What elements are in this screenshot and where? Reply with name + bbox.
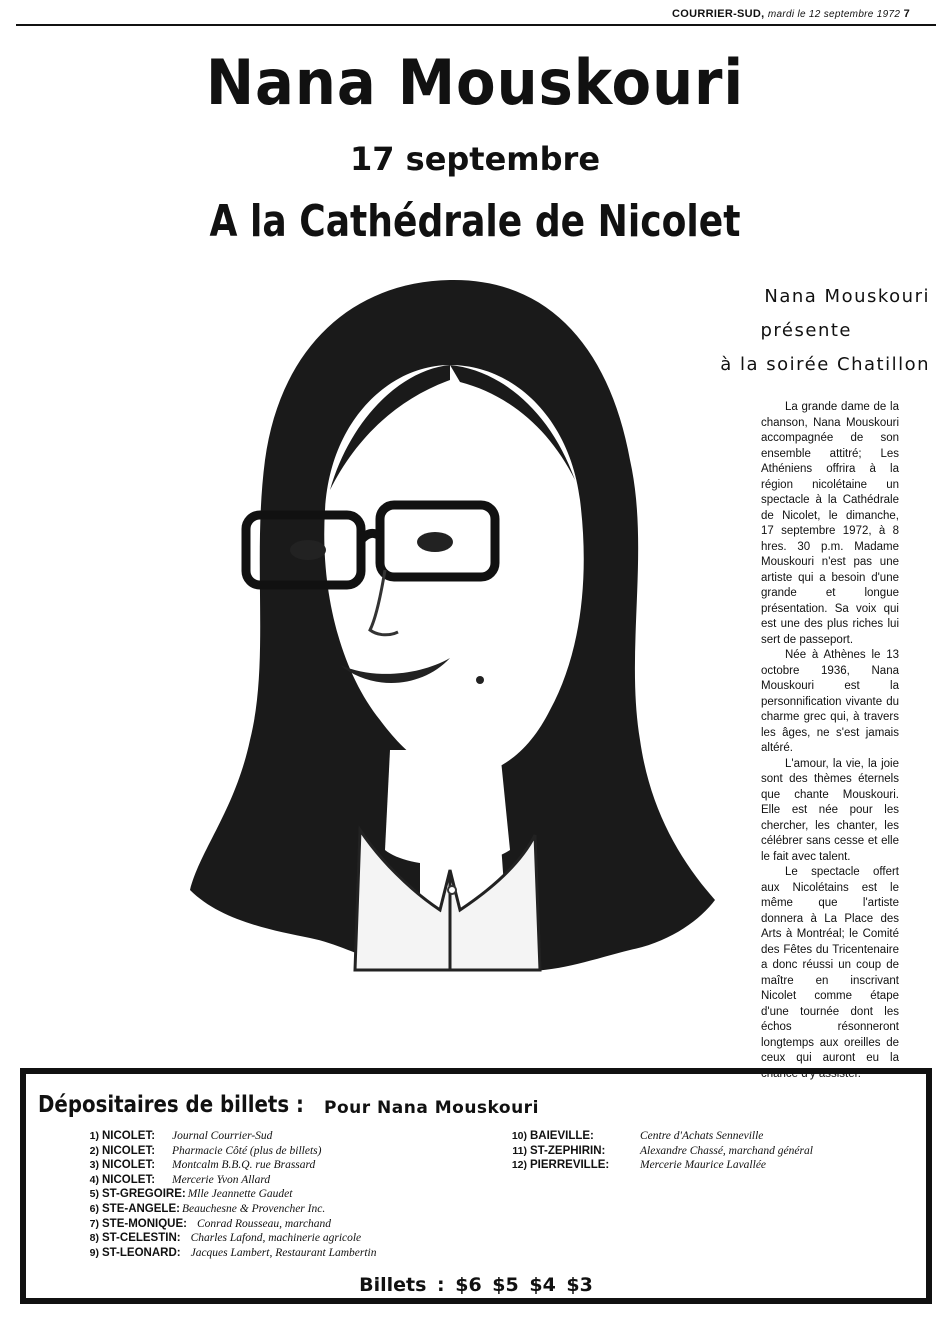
article-paragraph: Le spectacle offert aux Nicolétains est le même que l'artiste donnera à La Place des Arts à Montréal; le Comité des Fêtes du Tricentenaire a donc réussi un coup de maître en inscrivant Nicolet comme étape d'une tournée dont les échos résonneront longtemps aux oreilles de ceux qui auront eu la chance d'y assister.	[761, 866, 899, 1080]
masthead	[672, 8, 934, 20]
ticket-outlets-subtitle: Pour Nana Mouskouri	[324, 1098, 539, 1118]
intro-line-2: présente	[760, 320, 852, 341]
headline-title: Nana Mouskouri	[205, 46, 745, 119]
outlet-location: Journal Courrier-Sud	[172, 1130, 273, 1142]
list-item	[78, 1246, 377, 1261]
outlet-location: Centre d'Achats Senneville	[640, 1130, 764, 1142]
list-item	[78, 1144, 377, 1159]
outlet-number: 12)	[511, 1159, 527, 1172]
list-item	[78, 1158, 377, 1173]
outlet-location: Jacques Lambert, Restaurant Lambertin	[190, 1246, 377, 1259]
ticket-prices: Billets : $6 $5 $4 $3	[359, 1274, 593, 1296]
outlet-location: Pharmacie Côté (plus de billets)	[172, 1144, 322, 1157]
list-item	[506, 1129, 813, 1144]
outlet-location: Mercerie Maurice Lavallée	[640, 1159, 767, 1172]
list-item	[506, 1158, 813, 1173]
top-rule	[16, 24, 936, 26]
outlet-number: 2)	[89, 1144, 99, 1157]
outlet-town: ST-LEONARD:	[102, 1246, 181, 1259]
outlet-number: 5)	[89, 1188, 99, 1201]
outlet-number: 3)	[89, 1159, 99, 1172]
outlet-town: STE-ANGELE:	[102, 1202, 180, 1215]
outlet-town: BAIEVILLE:	[530, 1130, 594, 1142]
outlet-town: ST-ZEPHIRIN:	[530, 1144, 606, 1157]
intro-line-1: Nana Mouskouri	[764, 286, 930, 307]
intro-lines	[720, 280, 930, 382]
outlet-number: 6)	[89, 1202, 99, 1215]
portrait-photo	[180, 270, 720, 980]
masthead-paper: COURRIER-SUD,	[672, 8, 765, 20]
ticket-outlets-title: Dépositaires de billets :	[38, 1092, 304, 1118]
outlet-number: 4)	[89, 1173, 99, 1186]
list-item	[78, 1129, 377, 1144]
outlet-number: 7)	[89, 1217, 99, 1230]
outlet-town: ST-GREGOIRE:	[102, 1188, 186, 1201]
outlet-location: Mlle Jeannette Gaudet	[187, 1188, 293, 1201]
outlet-location: Alexandre Chassé, marchand général	[640, 1144, 813, 1157]
ticket-outlets-list-right	[506, 1129, 813, 1173]
article-paragraph: Née à Athènes le 13 octobre 1936, Nana Mouskouri est la personnification vivante du charme grec qui, à travers les âges, ne s'est jamais altéré.	[761, 649, 899, 754]
list-item	[78, 1202, 377, 1217]
headline-date: 17 septembre	[349, 140, 601, 178]
list-item	[78, 1187, 377, 1202]
list-item	[78, 1231, 377, 1246]
outlet-location: Mercerie Yvon Allard	[172, 1173, 271, 1186]
article-paragraph: La grande dame de la chanson, Nana Mouskouri accompagnée de son ensemble attitré; Les Athéniens offrira à la région nicolétaine un spectacle à la Cathédrale de Nicolet, le dimanche, 17 septembre 1972, à 8 hres. 30 p.m. Madame Mouskouri n'est pas une artiste qui a besoin d'une grande et longue présentation. Sa voix qui est une des plus riches lui sert de passeport.	[761, 401, 899, 646]
outlet-location: Charles Lafond, machinerie agricole	[190, 1232, 362, 1245]
outlet-town: NICOLET:	[102, 1159, 156, 1172]
outlet-town: NICOLET:	[102, 1173, 156, 1186]
outlet-town: ST-CELESTIN:	[102, 1232, 181, 1245]
outlet-town: STE-MONIQUE:	[102, 1217, 187, 1230]
list-item	[78, 1173, 377, 1188]
outlet-location: Beauchesne & Provencher Inc.	[181, 1202, 326, 1215]
list-item	[78, 1217, 377, 1232]
outlet-number: 9)	[89, 1246, 99, 1259]
outlet-town: NICOLET:	[102, 1130, 156, 1142]
outlet-town: NICOLET:	[102, 1144, 156, 1157]
outlet-number: 11)	[512, 1144, 527, 1157]
masthead-page: 7	[903, 8, 910, 20]
outlet-town: PIERREVILLE:	[530, 1159, 610, 1172]
outlet-location: Conrad Rousseau, marchand	[196, 1217, 332, 1230]
outlet-location: Montcalm B.B.Q. rue Brassard	[172, 1159, 316, 1172]
intro-line-3: à la soirée Chatillon	[720, 354, 930, 375]
outlet-number: 10)	[511, 1130, 527, 1142]
article-column	[761, 400, 899, 1082]
list-item	[506, 1144, 813, 1159]
outlet-number: 8)	[89, 1232, 99, 1245]
headline-venue: A la Cathédrale de Nicolet	[209, 196, 741, 247]
ticket-outlets-list-left	[78, 1129, 377, 1260]
outlet-number: 1)	[89, 1130, 99, 1142]
ticket-outlets-box	[20, 1068, 932, 1304]
masthead-date: mardi le 12 septembre 1972	[767, 9, 901, 20]
ticket-outlets-header	[38, 1092, 539, 1118]
article-paragraph: L'amour, la vie, la joie sont des thèmes éternels que chante Mouskouri. Elle est née pour les chercher, les chanter, les célébrer sans cesse et elle le fait avec talent.	[761, 757, 899, 863]
